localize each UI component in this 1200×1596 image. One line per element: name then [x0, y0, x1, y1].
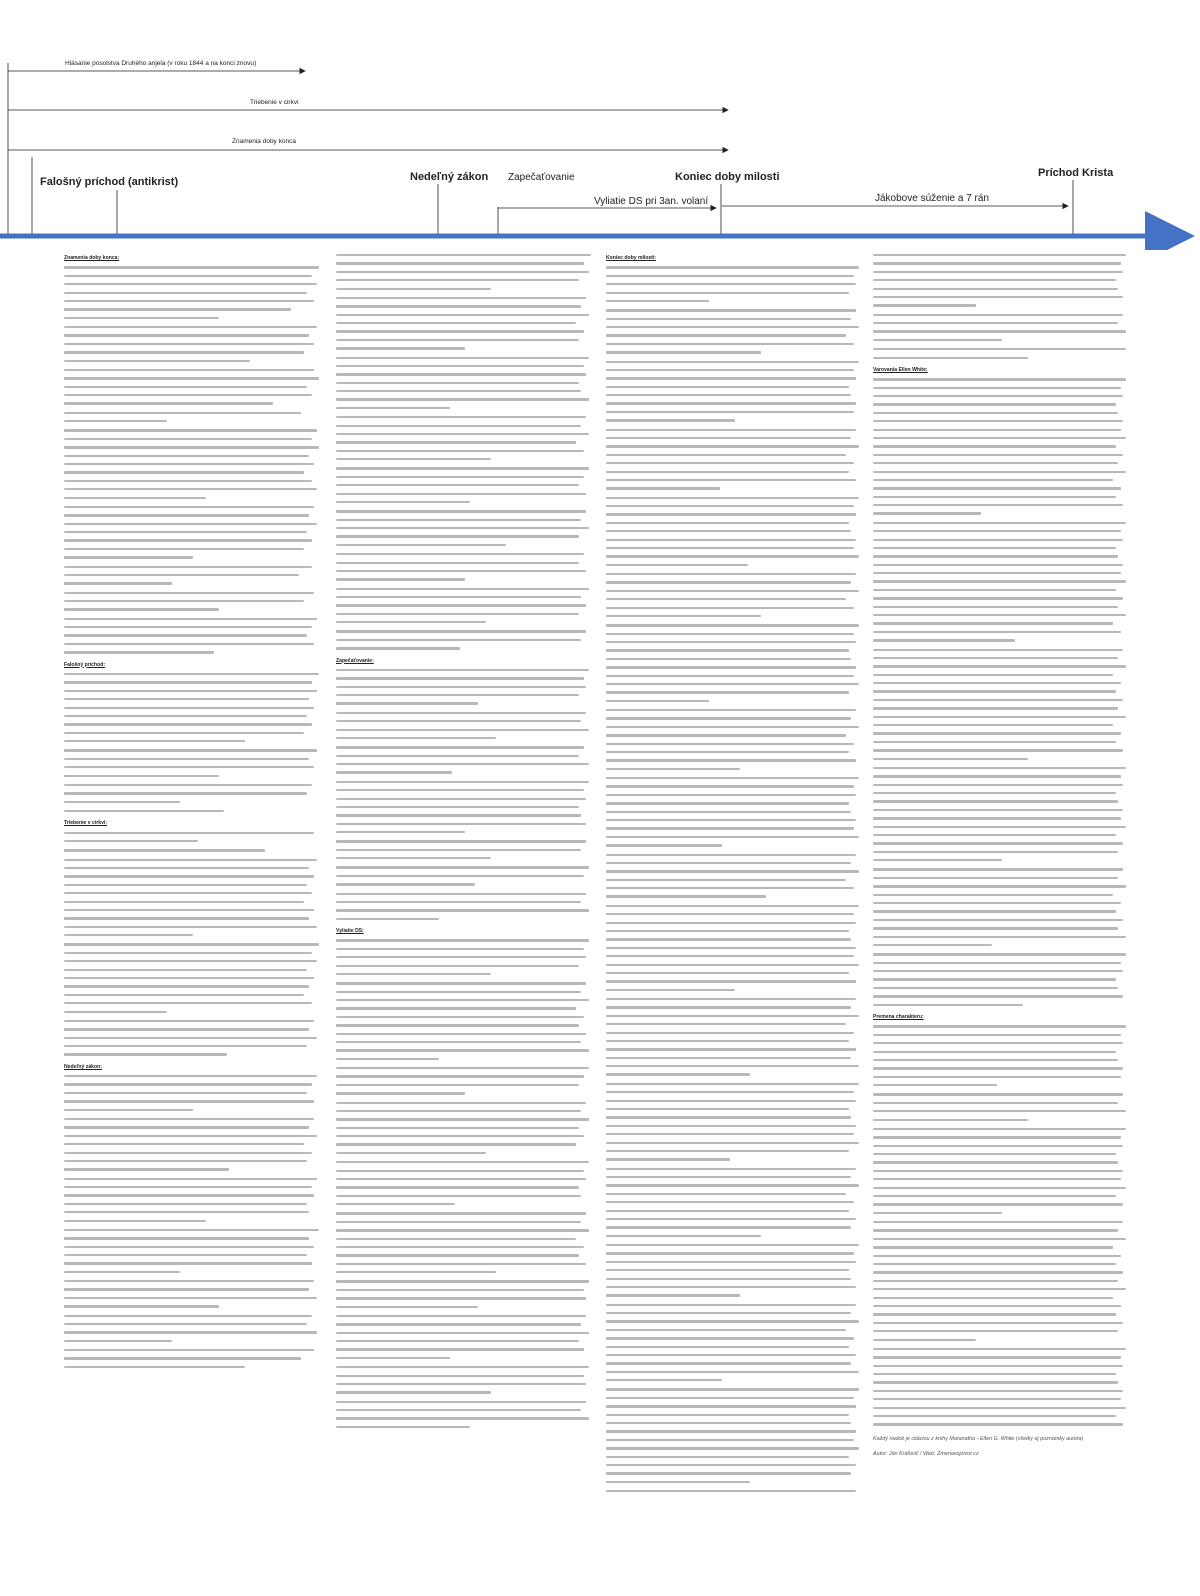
paragraph-25 — [64, 1349, 322, 1368]
paragraph-8 — [606, 709, 864, 770]
paragraph-13 — [64, 810, 322, 812]
column-sealing — [336, 254, 594, 1512]
latter-rain-heading: Vyliatie DS: — [336, 927, 364, 934]
paragraph-4 — [336, 416, 594, 460]
paragraph-17 — [64, 943, 322, 1012]
paragraph-14 — [336, 840, 594, 859]
sunday-law-label: Nedeľný zákon — [410, 171, 489, 183]
paragraph-15 — [64, 849, 322, 851]
paragraph-11 — [873, 1093, 1131, 1120]
paragraph-18 — [64, 1020, 322, 1056]
paragraph-6 — [64, 506, 322, 559]
paragraph-9 — [606, 777, 864, 846]
source-note: Každý riadok je citáciou z knihy Maranatha - Ellen G. White (všetky aj poznámky autora) — [873, 1436, 1084, 1442]
paragraph-7 — [336, 553, 594, 580]
second-coming-label: Príchod Krista — [1038, 167, 1114, 179]
paragraph-5 — [64, 429, 322, 498]
paragraph-12 — [873, 1128, 1131, 1214]
paragraph-17 — [606, 1388, 864, 1483]
paragraph-5 — [606, 497, 864, 566]
paragraph-23 — [336, 1280, 594, 1307]
arrow-signs-of-end-time — [8, 138, 728, 150]
paragraph-6 — [606, 573, 864, 617]
paragraph-13 — [606, 1083, 864, 1161]
paragraph-26 — [336, 1401, 594, 1428]
paragraph-1 — [873, 254, 1131, 307]
paragraph-4 — [64, 412, 322, 423]
paragraph-7 — [64, 566, 322, 585]
paragraph-4 — [873, 378, 1131, 515]
paragraph-16 — [336, 893, 594, 920]
paragraph-16 — [64, 859, 322, 937]
latter-rain-label: Vyliatie DS pri 3an. volaní — [594, 196, 709, 207]
footer — [873, 1436, 1173, 1466]
jacob-trouble-label: Jákobove súženie a 7 rán — [875, 193, 989, 204]
paragraph-11 — [606, 905, 864, 991]
paragraph-2 — [873, 314, 1131, 341]
second-angel-label: Hlásanie posolstva Druhého anjela (v roku 1844 a na konci znovu) — [65, 60, 257, 67]
paragraph-9 — [873, 953, 1131, 1006]
paragraph-20 — [64, 1118, 322, 1171]
paragraph-21 — [64, 1178, 322, 1222]
paragraph-1 — [64, 266, 322, 319]
paragraph-11 — [336, 712, 594, 739]
paragraph-19 — [64, 1075, 322, 1111]
paragraph-13 — [336, 781, 594, 834]
paragraph-14 — [873, 1348, 1131, 1430]
column-warnings — [873, 254, 1131, 1430]
false-coming-heading: Falošný príchod: — [64, 661, 106, 668]
paragraph-25 — [336, 1366, 594, 1393]
paragraph-12 — [64, 784, 322, 803]
column-signs-of-end — [64, 254, 322, 1510]
sunday-law-heading: Nedeľný zákon: — [64, 1063, 102, 1070]
paragraph-15 — [606, 1244, 864, 1297]
sealing-heading: Zapečaťovanie: — [336, 657, 374, 664]
paragraph-8 — [873, 868, 1131, 946]
paragraph-12 — [606, 998, 864, 1076]
paragraph-2 — [336, 297, 594, 350]
antichrist-label: Falošný príchod (antikrist) — [40, 176, 179, 188]
shaking-label: Triebenie v cirkvi — [250, 99, 299, 106]
paragraph-21 — [336, 1161, 594, 1205]
end-of-grace-label: Koniec doby milosti — [675, 171, 780, 183]
paragraph-9 — [336, 630, 594, 649]
paragraph-14 — [64, 832, 322, 843]
arrow-shaking-in-church — [8, 99, 728, 110]
timeline-diagram — [0, 0, 1200, 250]
paragraph-6 — [336, 510, 594, 546]
paragraph-14 — [606, 1168, 864, 1237]
signs-label: Znamenia doby konca — [232, 138, 296, 145]
paragraph-5 — [336, 467, 594, 503]
paragraph-19 — [336, 1067, 594, 1094]
paragraph-4 — [606, 429, 864, 490]
paragraph-3 — [336, 357, 594, 410]
paragraph-11 — [64, 749, 322, 776]
sealing-label: Zapečaťovanie — [508, 172, 575, 183]
paragraph-16 — [606, 1304, 864, 1382]
paragraph-5 — [873, 522, 1131, 642]
paragraph-22 — [336, 1212, 594, 1273]
paragraph-7 — [606, 624, 864, 702]
paragraph-1 — [606, 266, 864, 302]
paragraph-15 — [336, 866, 594, 885]
paragraph-7 — [873, 767, 1131, 862]
paragraph-2 — [64, 326, 322, 362]
ellen-white-heading: Varovania Ellen White: — [873, 366, 928, 373]
top-arrow-second-angel — [8, 60, 305, 71]
paragraph-6 — [873, 649, 1131, 760]
paragraph-1 — [336, 254, 594, 290]
paragraph-3 — [873, 348, 1131, 359]
paragraph-3 — [64, 369, 322, 405]
paragraph-13 — [873, 1221, 1131, 1341]
paragraph-20 — [336, 1102, 594, 1155]
paragraph-10 — [336, 669, 594, 705]
paragraph-8 — [336, 588, 594, 624]
signs-heading: Znamenia doby konca: — [64, 255, 120, 261]
paragraph-10 — [64, 673, 322, 742]
character-change-heading: Premena charakteru: — [873, 1013, 924, 1020]
column-end-of-grace — [606, 254, 864, 1494]
author-credit: Autor: Ján Kráľovič / Web: Zmenavojzivot.cz — [873, 1451, 979, 1457]
paragraph-18 — [606, 1490, 864, 1494]
paragraph-9 — [64, 618, 322, 654]
paragraph-8 — [64, 592, 322, 611]
paragraph-10 — [873, 1025, 1131, 1086]
paragraph-23 — [64, 1280, 322, 1307]
paragraph-12 — [336, 746, 594, 773]
end-of-grace-heading: Koniec doby milosti: — [606, 255, 657, 261]
paragraph-18 — [336, 982, 594, 1060]
shaking-heading: Triebenie v cirkvi: — [64, 820, 108, 827]
paragraph-24 — [64, 1315, 322, 1342]
paragraph-17 — [336, 939, 594, 975]
paragraph-2 — [606, 309, 864, 353]
paragraph-24 — [336, 1315, 594, 1359]
paragraph-10 — [606, 854, 864, 898]
paragraph-3 — [606, 361, 864, 422]
paragraph-22 — [64, 1229, 322, 1273]
